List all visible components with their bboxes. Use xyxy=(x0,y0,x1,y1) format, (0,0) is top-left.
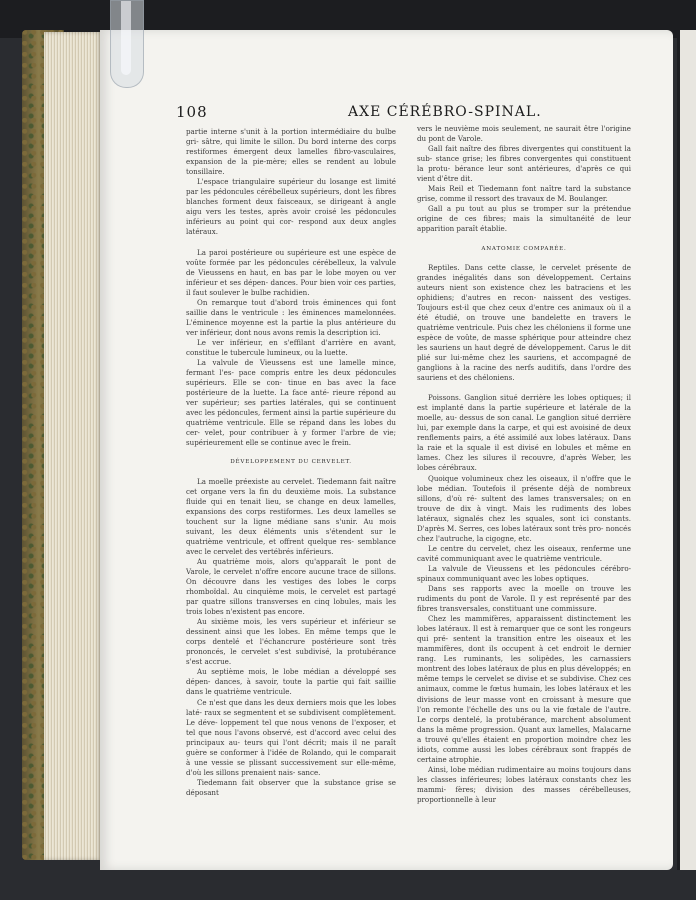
right-text-column xyxy=(417,124,631,805)
paragraph: La valvule de Vieussens est une lamelle mince, fermant l'es- pace compris entre les deux pédoncules supérieurs. Elle se con- tinue en bas avec la face postérieure de la luette. La face anté- rieure répond au ver supérieur; ses parties latérales, qui se continuent avec les pédoncules, ferment ainsi la partie supérieure du quatrième ventricule. Elle se répand dans les lobes du cer- velet, pour contribuer à y former l'arbre de vie; supérieurement elle se continue avec le frein. xyxy=(186,358,396,448)
paragraph: Gall a pu tout au plus se tromper sur la prétendue origine de ces fibres; mais la simultanéité de leur apparition paraît établie. xyxy=(417,204,631,234)
page-edges xyxy=(44,32,102,860)
left-text-column xyxy=(186,127,396,798)
paragraph: Le centre du cervelet, chez les oiseaux, renferme une cavité communiquant avec le quatrième ventricule. xyxy=(417,543,631,563)
paragraph: La moelle préexiste au cervelet. Tiedemann fait naître cet organe vers la fin du deuxième mois. La substance fluide qui en tenait lieu, se change en deux lamelles, expansions des corps restiformes. Les deux lamelles se touchent sur la ligne médiane sans s'unir. Au mois suivant, les deux éléments unis s'étendent sur le quatrième ventricule, et offrent quelque res- semblance avec le cervelet des vertébrés inférieurs. xyxy=(186,476,396,556)
paragraph: On remarque tout d'abord trois éminences qui font saillie dans le ventricule : les éminences mamelonnées. L'éminence moyenne est la partie la plus antérieure du ver inférieur, dont nous avons remis la description ici. xyxy=(186,297,396,337)
paragraph: Le ver inférieur, en s'effilant d'arrière en avant, constitue le tubercule lumineux, ou la luette. xyxy=(186,337,396,357)
paragraph: Gall fait naître des fibres divergentes qui constituent la sub- stance grise; les fibres convergentes qui constituent la protu- bérance leur sont antérieures, d'après ce qui vient d'être dit. xyxy=(417,144,631,184)
paragraph: Poissons. Ganglion situé derrière les lobes optiques; il est implanté dans la partie supérieure et latérale de la moelle, au- dessus de son canal. Le ganglion situé derrière lui, par exemple dans la carpe, et qui est avoisiné de deux renflements pairs, a été assimilé aux lobes latéraux. Dans la raie et la squale il est divisé en lobules et même en lames. Chez les silures il recouvre, d'après Weber, les lobes cérébraux. xyxy=(417,393,631,473)
paragraph: La paroi postérieure ou supérieure est une espèce de voûte formée par les pédoncules cérébelleux, la valvule de Vieussens en haut, en bas par le lobe moyen ou ver inférieur et ses dépen- dances. Pour bien voir ces parties, il faut soulever le bulbe rachidien. xyxy=(186,247,396,297)
paragraph: L'espace triangulaire supérieur du losange est limité par les pédoncules cérébelleux supérieurs, dont les fibres blanches forment deux faisceaux, se dirigeant à angle aigu vers les testes, après avoir croisé les pédoncules inférieurs au point qui cor- respond aux deux angles latéraux. xyxy=(186,177,396,237)
paragraph: Ainsi, lobe médian rudimentaire au moins toujours dans les classes inférieures; lobes latéraux constants chez les mammi- fères; division des masses cérébelleuses, proportionnelle à leur xyxy=(417,764,631,804)
clip-slot xyxy=(121,1,131,75)
running-title: AXE CÉRÉBRO-SPINAL. xyxy=(348,104,542,120)
paragraph: Chez les mammifères, apparaissent distinctement les lobes latéraux. Il est à remarquer que ce sont les rongeurs qui pré- sentent la transition entre les oiseaux et les mammifères, dont ils occupent à cet endroit le dernier rang. Les ruminants, les solipèdes, les carnassiers montrent des lobes latéraux de plus en plus développés; en même temps le cervelet se divise et se subdivise. Chez ces animaux, comme le fœtus humain, les lobes latéraux et les divisions de leur masse vont en croissant à mesure que l'on remonte l'échelle des uns ou la vie fœtale de l'autre. Le corps dentelé, la protubérance, marchent absolument dans la même progression. Quant aux lamelles, Malacarne a trouvé qu'elles étaient en proportion moindre chez les idiots, comme aussi les lobes cérébraux sont frappés de certaine atrophie. xyxy=(417,614,631,764)
section-heading: DÉVELOPPEMENT DU CERVELET. xyxy=(230,459,352,466)
section-heading: ANATOMIE COMPARÉE. xyxy=(481,245,567,252)
paragraph: vers le neuvième mois seulement, ne saurait être l'origine du pont de Varole. xyxy=(417,124,631,144)
paragraph: Mais Reil et Tiedemann font naître tard la substance grise, comme il ressort des travaux de M. Boulanger. xyxy=(417,184,631,204)
paragraph: Reptiles. Dans cette classe, le cervelet présente de grandes inégalités dans son développement. Certains auteurs nient son existence chez les batraciens et les ophidiens; d'autres en recon- naissent des vestiges. Toujours est-il que chez ceux d'entre ces animaux où il a été étudié, on trouve une bandelette en travers le quatrième ventricule. Puis chez les chéloniens il forme une espèce de voûte, de masse sphérique pour atteindre chez les sauriens un haut degré de développement. Carus le dit plié sur lui-même chez les sauriens, et accompagné de ganglions à la racine des nerfs auditifs, dans l'ordre des sauriens et des chéloniens. xyxy=(417,262,631,383)
paragraph: Au septième mois, le lobe médian a développé ses dépen- dances, à savoir, toute la partie qui fait saillie dans le quatrième ventricule. xyxy=(186,667,396,697)
paragraph: Dans ses rapports avec la moelle on trouve les rudiments du pont de Varole. Il y est représenté par des fibres transversales, constituant une commissure. xyxy=(417,584,631,614)
paragraph: La valvule de Vieussens et les pédoncules cérébro-spinaux communiquant avec les lobes optiques. xyxy=(417,563,631,583)
paragraph: Quoique volumineux chez les oiseaux, il n'offre que le lobe médian. Toutefois il présente déjà de nombreux sillons, d'où ré- sultent des lames transversales; on en trouve de dix à vingt. Mais les rudiments des lobes latéraux, signalés chez les squales, sont ici constants. D'après M. Serres, ces lobes latéraux sont très pro- noncés chez l'autruche, la cigogne, etc. xyxy=(417,473,631,543)
paragraph: partie interne s'unit à la portion intermédiaire du bulbe gri- sâtre, qui limite le sillon. Du bord interne des corps restiformes émergent deux lamelles fibro-vasculaires, expansion de la pie-mère; elles se rendent au lobule tonsillaire. xyxy=(186,127,396,177)
facing-page-edge xyxy=(677,30,696,870)
page-clip-marker xyxy=(110,0,144,88)
paragraph: Au quatrième mois, alors qu'apparaît le pont de Varole, le cervelet n'offre encore aucune trace de sillons. On découvre dans les vestiges des lobes le corps rhomboïdal. Au cinquième mois, le cervelet est partagé par quatre sillons transverses en cinq lobules, mais les trois lobes n'existent pas encore. xyxy=(186,556,396,617)
page-number: 108 xyxy=(176,103,208,121)
paragraph: Ce n'est que dans les deux derniers mois que les lobes laté- raux se segmentent et se subdivisent complètement. Le déve- loppement tel que nous venons de l'exposer, et tel que nous l'avons observé, est d'accord avec celui des principaux au- teurs qui l'ont décrit; mais il ne paraît guère se conformer à l'idée de Rolando, qui le comparait à une vessie se plissant successivement sur elle-même, d'où les sillons prenaient nais- sance. xyxy=(186,697,396,777)
paragraph: Au sixième mois, les vers supérieur et inférieur se dessinent ainsi que les lobes. En même temps que le corps dentelé et l'échancrure postérieure sont très prononcés, le cervelet s'est subdivisé, la protubérance s'est accrue. xyxy=(186,617,396,667)
paragraph: Tiedemann fait observer que la substance grise se déposant xyxy=(186,777,396,797)
